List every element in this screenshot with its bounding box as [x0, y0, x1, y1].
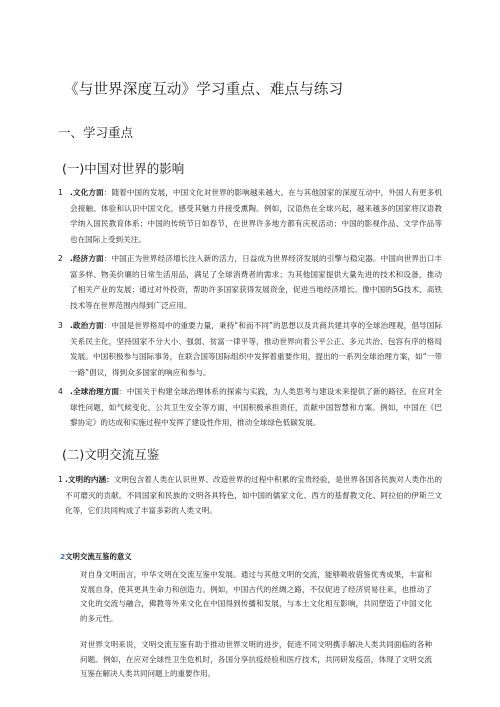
list-item-lead: .经济方面 — [70, 254, 104, 263]
list-item-text: ：中国正为世界经济增长注入新的活力，日益成为世界经济发展的引擎与稳定器。中国向世界出口丰富多样、物美价廉的日常生活用品，满足了全球消费者的需求；为其他国家提供大量先进的技术和设备，推动了相关产业的发展；通过对外投资，帮助许多国家获得发展资金，促进当地经济增长。像中国的5G技术、高铁技术等在世界范围内得到广泛应用。 — [70, 254, 442, 310]
sub-heading-exchange-significance — [60, 551, 132, 563]
list-item-global-governance — [58, 384, 442, 431]
list-item-text: ：随着中国的发展，中国文化对世界的影响越来越大。在与其他国家的深度互动中，外国人有更多机会接触、体验和认识中国文化，感受其魅力并接受熏陶。例如，汉语热在全球兴起，越来越多的国家将汉语教学纳入国民教育体系；中国的传统节日如春节，在世界许多地方都有庆祝活动；中国的影视作品、文学作品等也在国际上受到关注。 — [70, 188, 442, 244]
sub-heading-text: 文明交流互鉴的意义 — [65, 552, 132, 561]
list-item-number: 1 — [58, 475, 63, 484]
paragraph-world-civilization: 对世界文明来说，文明交流互鉴有助于推动世界文明的进步，促进不同文明携手解决人类共同面临的各种问题。例如，在应对全球性卫生危机时，各国分享抗疫经验和医疗技术，共同研发疫苗，体现了文明交流互鉴在解决人类共同问题上的重要作用。 — [80, 640, 432, 678]
list-item-culture — [58, 185, 442, 247]
list-item-politics — [58, 318, 442, 380]
list-item-number: 3 — [58, 321, 63, 330]
sub-heading-number: 2 — [60, 552, 66, 561]
list-item-number: 1 — [58, 188, 63, 197]
subsection-heading-china-influence: (一)中国对世界的影响 — [62, 161, 185, 176]
document-title: 《与世界深度互动》学习重点、难点与练习 — [64, 82, 344, 98]
subsection-heading-civilization-exchange: (二)文明交流互鉴 — [62, 447, 160, 462]
list-item-text: ：中国是世界格局中的重要力量，秉持“和而不同”的思想以及共商共建共享的全球治理观，倡导国际关系民主化，坚持国家不分大小、强弱、贫富一律平等，推动世界向着公平公正、多元共治、包容有序的格局发展。中国积极参与国际事务，在联合国等国际组织中发挥着重要作用，提出的一系列全球治理方案，如“一带一路”倡议，得到众多国家的响应和参与。 — [70, 321, 442, 377]
paragraph-own-civilization: 对自身文明而言，中华文明在交流互鉴中发展。通过与其他文明的交流，能够吸收借鉴优秀成果，丰富和发展自身，使其更具生命力和创造力。例如，中国古代的丝绸之路，不仅促进了经济贸易往来，也推动了文化的交流与融合，佛教等外来文化在中国得到传播和发展，与本土文化相互影响，共同塑造了中国文化的多元性。 — [80, 570, 432, 623]
list-item-economy — [58, 251, 442, 313]
list-item-number: 2 — [58, 254, 63, 263]
list-item-text: ：中国关于构建全球治理体系的探索与实践，为人类思考与建设未来提供了新的路径。在应对全球性问题，如气候变化、公共卫生安全等方面，中国积极承担责任，贡献中国智慧和方案。例如，中国在《巴黎协定》的达成和实施过程中发挥了建设性作用，推动全球绿色低碳发展。 — [70, 387, 442, 427]
list-item-lead: .政治方面 — [70, 321, 104, 330]
list-item-civilization-meaning — [58, 472, 442, 519]
list-item-lead: .全球治理方面 — [70, 387, 120, 396]
list-item-number: 4 — [58, 387, 63, 396]
list-item-text: 文明包含着人类在认识世界、改造世界的过程中积累的宝贵经验，是世界各国各民族对人类作出的不可磨灭的贡献。不同国家和民族的文明各具特色，如中国的儒家文化、西方的基督教文化、阿拉伯的伊斯兰文化等，它们共同构成了丰富多彩的人类文明。 — [65, 475, 442, 515]
list-item-lead: .文明的内涵： — [65, 475, 114, 484]
section-heading-key-points: 一、学习重点 — [58, 125, 134, 140]
list-item-lead: .文化方面 — [70, 188, 104, 197]
